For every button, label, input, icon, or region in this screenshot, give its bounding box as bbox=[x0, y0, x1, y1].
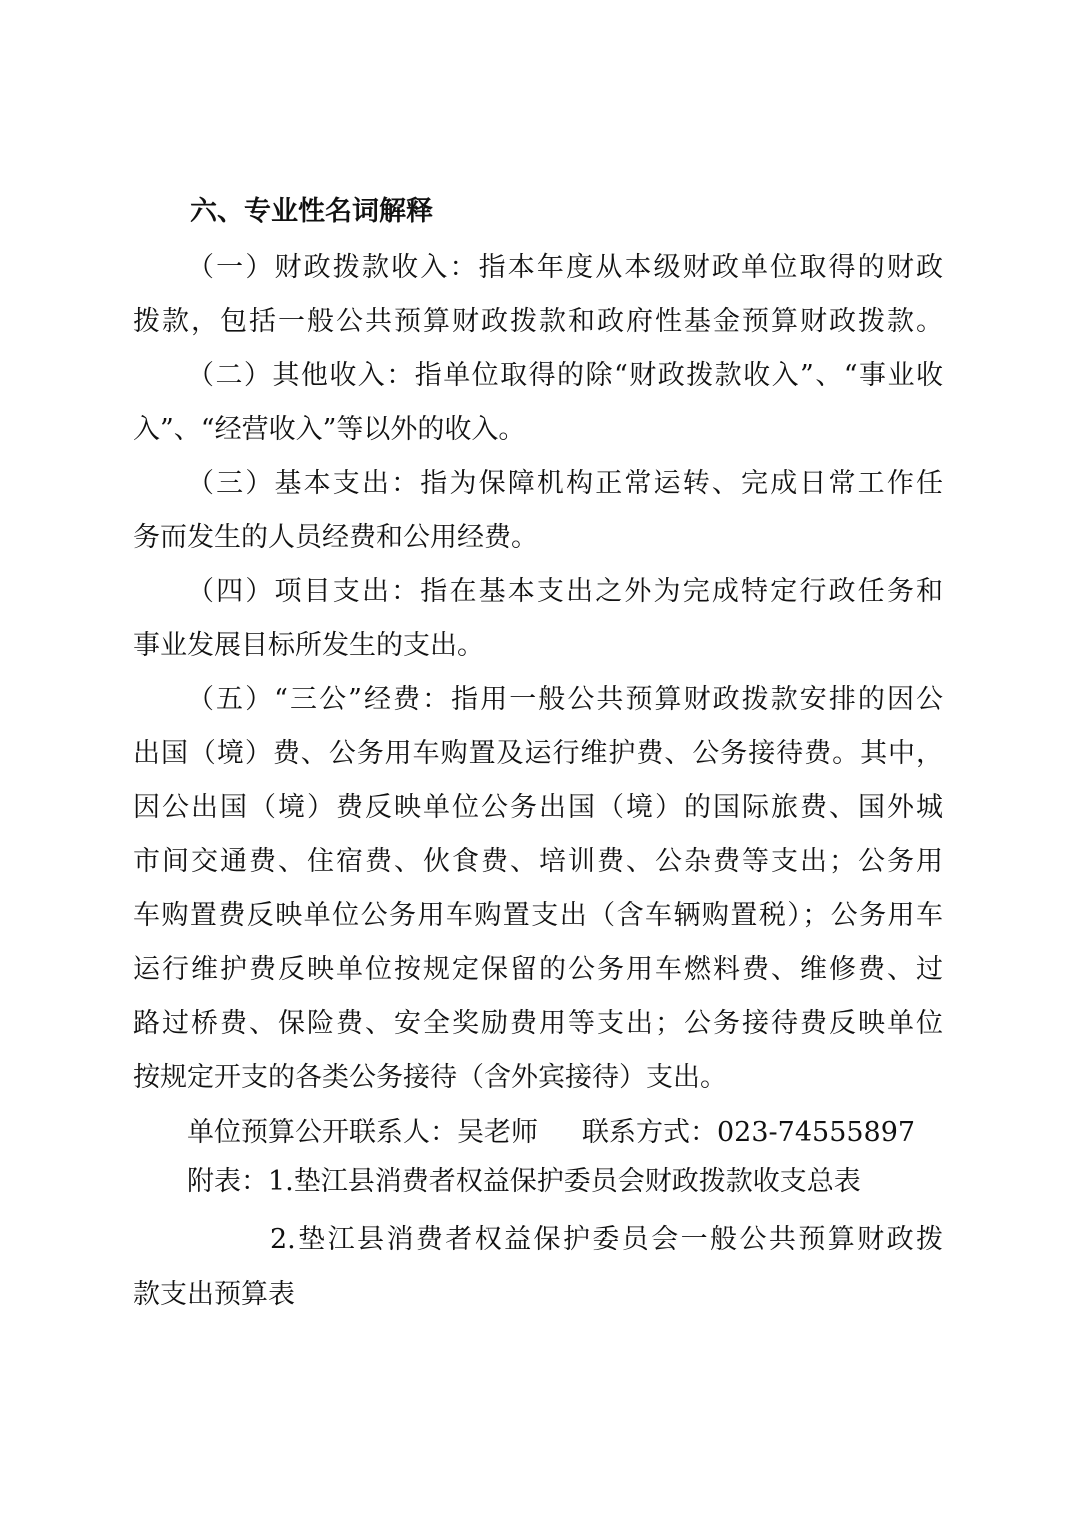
text-line: 运行维护费反映单位按规定保留的公务用车燃料费、维修费、过 bbox=[133, 954, 943, 985]
text-line: （四）项目支出：指在基本支出之外为完成特定行政任务和 bbox=[187, 576, 943, 607]
text-line: 2.垫江县消费者权益保护委员会一般公共预算财政拨 bbox=[270, 1224, 943, 1255]
text-line: 款支出预算表 bbox=[133, 1279, 295, 1310]
text-line: （五）“三公”经费：指用一般公共预算财政拨款安排的因公 bbox=[187, 684, 943, 715]
text-line: 因公出国（境）费反映单位公务出国（境）的国际旅费、国外城 bbox=[133, 792, 943, 823]
attachment-1: 附表：1.垫江县消费者权益保护委员会财政拨款收支总表 bbox=[187, 1166, 861, 1197]
text-line: （三）基本支出：指为保障机构正常运转、完成日常工作任 bbox=[187, 468, 943, 499]
contact-person: 单位预算公开联系人：吴老师 bbox=[187, 1117, 538, 1148]
text-line: （一）财政拨款收入：指本年度从本级财政单位取得的财政 bbox=[187, 252, 943, 283]
text-line: 市间交通费、住宿费、伙食费、培训费、公杂费等支出；公务用 bbox=[133, 846, 943, 877]
text-line: 入”、“经营收入”等以外的收入。 bbox=[133, 414, 526, 445]
contact-phone: 联系方式：023-74555897 bbox=[582, 1117, 916, 1148]
section-heading: 六、专业性名词解释 bbox=[190, 196, 433, 227]
text-line: 拨款，包括一般公共预算财政拨款和政府性基金预算财政拨款。 bbox=[133, 306, 943, 337]
text-line: 路过桥费、保险费、安全奖励费用等支出；公务接待费反映单位 bbox=[133, 1008, 943, 1039]
text-line: 事业发展目标所发生的支出。 bbox=[133, 630, 484, 661]
text-line: 务而发生的人员经费和公用经费。 bbox=[133, 522, 538, 553]
text-line: 出国（境）费、公务用车购置及运行维护费、公务接待费。其中， bbox=[133, 738, 943, 769]
text-line: （二）其他收入：指单位取得的除“财政拨款收入”、“事业收 bbox=[187, 360, 943, 391]
text-line: 车购置费反映单位公务用车购置支出（含车辆购置税）；公务用车 bbox=[133, 900, 943, 931]
text-line: 按规定开支的各类公务接待（含外宾接待）支出。 bbox=[133, 1062, 727, 1093]
contact-line bbox=[187, 1113, 943, 1153]
